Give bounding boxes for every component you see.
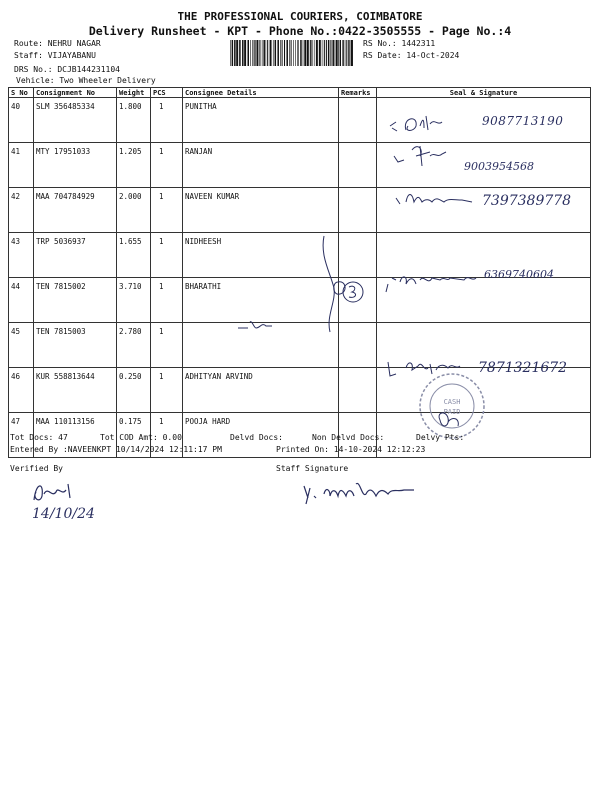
barcode-bar [316, 40, 318, 66]
verified-date: 14/10/24 [32, 506, 95, 522]
barcode-bar [293, 40, 294, 66]
barcode-bar [319, 40, 321, 66]
cell-pcs: 1 [151, 98, 183, 143]
cell-weight: 0.250 [117, 368, 151, 413]
staff-label: Staff: VIJAYABANU [14, 51, 96, 60]
barcode-bar [232, 40, 234, 66]
cell-sno: 42 [9, 188, 34, 233]
barcode-bar [322, 40, 323, 66]
barcode-bar [300, 40, 302, 66]
barcode-bar [255, 40, 256, 66]
route-label: Route: NEHRU NAGAR [14, 39, 101, 48]
cell-sno: 44 [9, 278, 34, 323]
col-header-sno: S No [9, 88, 34, 98]
cell-pcs: 1 [151, 323, 183, 368]
barcode-bar [239, 40, 241, 66]
barcode-bar [280, 40, 281, 66]
cell-weight: 1.205 [117, 143, 151, 188]
barcode-bar [289, 40, 290, 66]
delivery-points: Delvy Pts: [416, 433, 465, 442]
barcode-bar [254, 40, 255, 66]
staff-signature [300, 476, 430, 510]
row40-phone: 9087713190 [482, 114, 564, 128]
cell-sno: 40 [9, 98, 34, 143]
barcode-bar [303, 40, 304, 66]
cell-weight: 2.000 [117, 188, 151, 233]
cell-consignee: POOJA HARD [183, 413, 339, 458]
barcode-bar [248, 40, 250, 66]
vehicle-label: Vehicle: Two Wheeler Delivery [16, 76, 156, 85]
barcode-bar [304, 40, 306, 66]
runsheet-title: Delivery Runsheet - KPT - Phone No.:0422-3505555 - Page No.:4 [88, 24, 512, 38]
barcode-bar [298, 40, 299, 66]
cell-remarks [339, 143, 377, 188]
cell-consignment: TEN 7815002 [34, 278, 117, 323]
barcode-bar [324, 40, 325, 66]
cell-consignee: NAVEEN KUMAR [183, 188, 339, 233]
row40-signature [388, 112, 468, 141]
barcode-bar [343, 40, 344, 66]
cell-consignment: MAA 110113156 [34, 413, 117, 458]
barcode-bar [267, 40, 268, 66]
barcode-bar [284, 40, 285, 66]
cell-remarks [339, 188, 377, 233]
barcode-bar [286, 40, 288, 66]
barcode-bar [236, 40, 238, 66]
cell-weight: 0.175 [117, 413, 151, 458]
staff-signature-label: Staff Signature [276, 464, 349, 473]
barcode-bar [349, 40, 350, 66]
row44-phone: 6369740604 [484, 268, 554, 281]
barcode-bar [277, 40, 279, 66]
barcode-bar [275, 40, 277, 66]
row42-phone: 7397389778 [482, 193, 572, 209]
barcode-bar [234, 40, 236, 66]
barcode-bar [310, 40, 311, 66]
cell-consignment: SLM 356485334 [34, 98, 117, 143]
row45-mark [236, 318, 276, 334]
drs-number: DRS No.: DCJB144231104 [14, 65, 120, 74]
cell-pcs: 1 [151, 143, 183, 188]
col-header-remarks: Remarks [339, 88, 377, 98]
barcode-bar [335, 40, 336, 66]
barcode-bar [242, 40, 244, 66]
barcode-bar [252, 40, 253, 66]
cell-consignment: TEN 7815003 [34, 323, 117, 368]
rs-number: RS No.: 1442311 [363, 39, 436, 48]
cell-sno: 45 [9, 323, 34, 368]
cell-pcs: 1 [151, 188, 183, 233]
barcode-bar [338, 40, 339, 66]
delivered-docs: Delvd Docs: [230, 433, 283, 442]
verified-by-label: Verified By [10, 464, 63, 473]
barcode-bar [270, 40, 272, 66]
cell-sno: 43 [9, 233, 34, 278]
col-header-seal-signature: Seal & Signature [377, 88, 591, 98]
cell-remarks [339, 368, 377, 413]
cell-weight: 1.655 [117, 233, 151, 278]
total-cod-amount: Tot COD Amt: 0.00 [100, 433, 182, 442]
col-header-consignment: Consignment No [34, 88, 117, 98]
barcode-bar [307, 40, 309, 66]
cell-consignment: MTY 17951033 [34, 143, 117, 188]
barcode-bar [336, 40, 338, 66]
cell-pcs: 1 [151, 413, 183, 458]
verified-signature [30, 478, 100, 508]
cell-consignment: KUR 558813644 [34, 368, 117, 413]
printed-on: Printed On: 14-10-2024 12:12:23 [276, 445, 426, 454]
cell-pcs: 1 [151, 233, 183, 278]
col-header-weight: Weight [117, 88, 151, 98]
company-name: THE PROFESSIONAL COURIERS, COIMBATORE [177, 10, 423, 23]
barcode-bar [311, 40, 312, 66]
cell-weight: 3.710 [117, 278, 151, 323]
barcode-bar [346, 40, 347, 66]
cell-pcs: 1 [151, 368, 183, 413]
cell-remarks [339, 98, 377, 143]
cell-weight: 1.800 [117, 98, 151, 143]
cell-consignee: ADHITYAN ARVIND [183, 368, 339, 413]
non-delivered-docs: Non Delvd Docs: [312, 433, 385, 442]
cell-consignee: NIDHEESH [183, 233, 339, 278]
barcode-bar [328, 40, 330, 66]
row41-phone: 9003954568 [464, 160, 534, 173]
barcode-bar [351, 40, 353, 66]
row44-signature [380, 268, 490, 298]
cell-weight: 2.780 [117, 323, 151, 368]
barcode-bar [291, 40, 292, 66]
cell-sno: 46 [9, 368, 34, 413]
barcode-bar [250, 40, 251, 66]
barcode-bar [342, 40, 343, 66]
barcode-bar [326, 40, 327, 66]
barcode-bar [266, 40, 267, 66]
barcode-bar [256, 40, 258, 66]
cell-consignee: PUNITHA [183, 98, 339, 143]
circled-three-mark [340, 280, 370, 310]
barcode-bar [332, 40, 334, 66]
stamp-line-2: PAID [443, 408, 461, 416]
cell-consignment: MAA 704784929 [34, 188, 117, 233]
barcode-image [230, 40, 356, 66]
cell-pcs: 1 [151, 278, 183, 323]
barcode-bar [295, 40, 296, 66]
col-header-consignee: Consignee Details [183, 88, 339, 98]
barcode-bar [262, 40, 263, 66]
cell-consignee: RANJAN [183, 143, 339, 188]
barcode-bar [330, 40, 331, 66]
barcode-bar [259, 40, 260, 66]
col-header-pcs: PCS [151, 88, 183, 98]
total-docs: Tot Docs: 47 [10, 433, 68, 442]
entered-by: Entered By :NAVEENKPT 10/14/2024 12:11:17 PM [10, 445, 222, 454]
barcode-bar [297, 40, 298, 66]
table-header-row [9, 88, 591, 98]
table-row [9, 278, 591, 323]
barcode-bar [244, 40, 246, 66]
cash-paid-stamp [402, 372, 502, 440]
barcode-bar [348, 40, 349, 66]
barcode-bar [282, 40, 283, 66]
barcode-bar [273, 40, 274, 66]
stamp-line-1: CASH [443, 398, 461, 406]
barcode-bar [340, 40, 341, 66]
cell-sno: 47 [9, 413, 34, 458]
barcode-bar [314, 40, 315, 66]
barcode-bar [230, 40, 231, 66]
cell-sno: 41 [9, 143, 34, 188]
rs-date: RS Date: 14-Oct-2024 [363, 51, 460, 60]
row46-phone: 7871321672 [478, 360, 568, 376]
cell-consignee: BHARATHI [183, 278, 339, 323]
cell-consignment: TRP 5036937 [34, 233, 117, 278]
barcode-bar [263, 40, 265, 66]
signature-mark [388, 112, 468, 138]
